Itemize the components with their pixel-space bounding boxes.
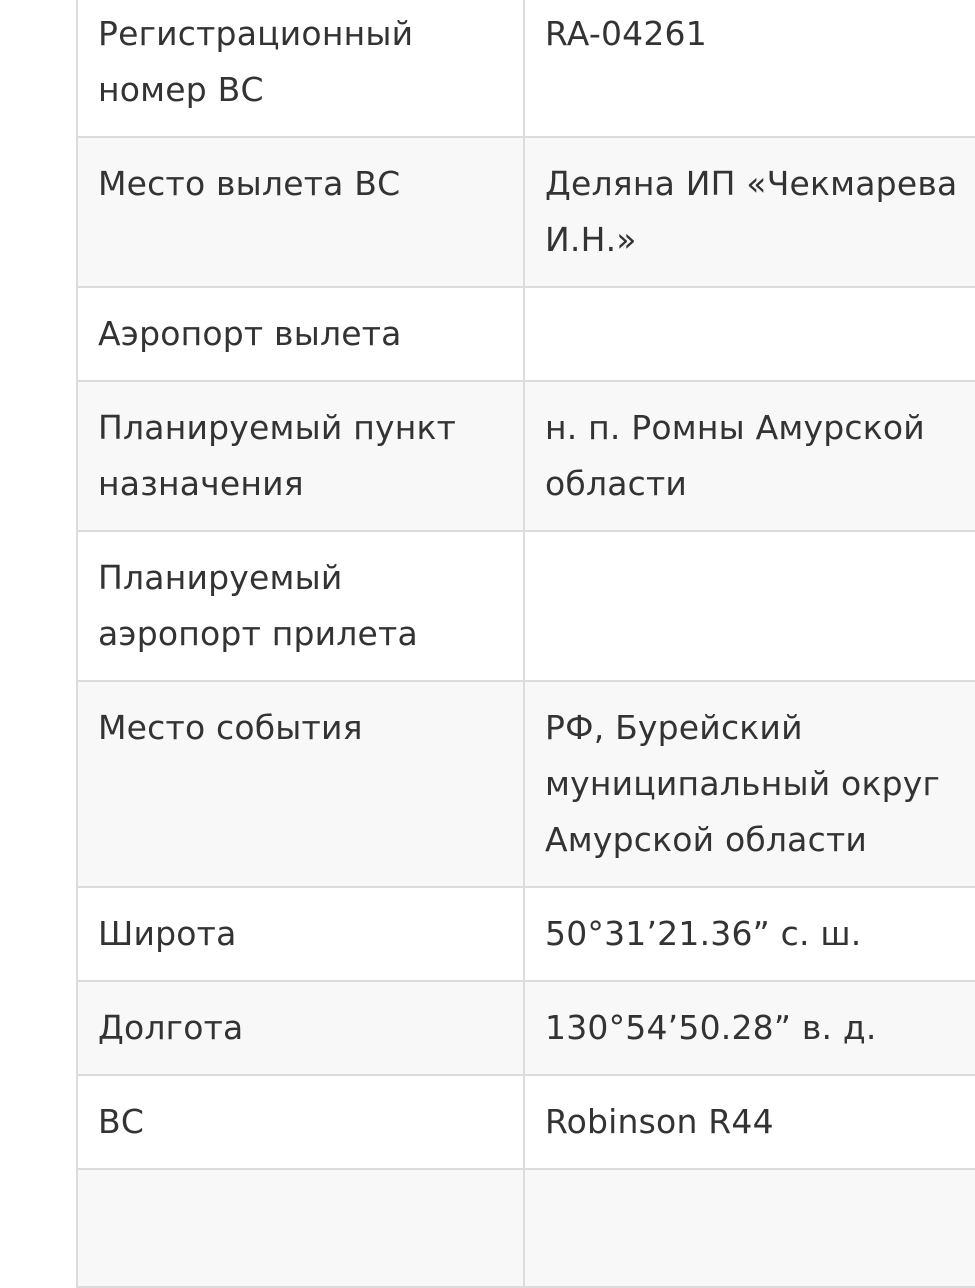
- incident-details-table-container: [76, 0, 958, 1288]
- row-value: [524, 1169, 975, 1287]
- row-label: Место события: [77, 681, 524, 887]
- row-value: н. п. Ромны Амурской области: [524, 381, 975, 531]
- incident-details-table: [76, 0, 975, 1288]
- row-value: РФ, Бурейский муниципальный округ Амурской области: [524, 681, 975, 887]
- row-label: ВС: [77, 1075, 524, 1169]
- table-row: [77, 531, 975, 681]
- row-label: Место вылета ВС: [77, 137, 524, 287]
- row-label: [77, 1169, 524, 1287]
- row-value: 50°31’21.36” с. ш.: [524, 887, 975, 981]
- row-value: [524, 287, 975, 381]
- row-value: Деляна ИП «Чекмарева И.Н.»: [524, 137, 975, 287]
- table-row: [77, 287, 975, 381]
- table-row: [77, 981, 975, 1075]
- row-label: Долгота: [77, 981, 524, 1075]
- table-row: [77, 681, 975, 887]
- row-value: Robinson R44: [524, 1075, 975, 1169]
- table-row: [77, 887, 975, 981]
- table-row: [77, 1075, 975, 1169]
- row-label: Регистрационный номер ВС: [77, 0, 524, 137]
- row-value: [524, 531, 975, 681]
- row-label: Аэропорт вылета: [77, 287, 524, 381]
- row-value: RA-04261: [524, 0, 975, 137]
- table-row: [77, 0, 975, 137]
- row-label: Планируемый аэропорт прилета: [77, 531, 524, 681]
- table-row: [77, 1169, 975, 1287]
- table-row: [77, 137, 975, 287]
- table-row: [77, 381, 975, 531]
- row-label: Планируемый пункт назначения: [77, 381, 524, 531]
- row-value: 130°54’50.28” в. д.: [524, 981, 975, 1075]
- row-label: Широта: [77, 887, 524, 981]
